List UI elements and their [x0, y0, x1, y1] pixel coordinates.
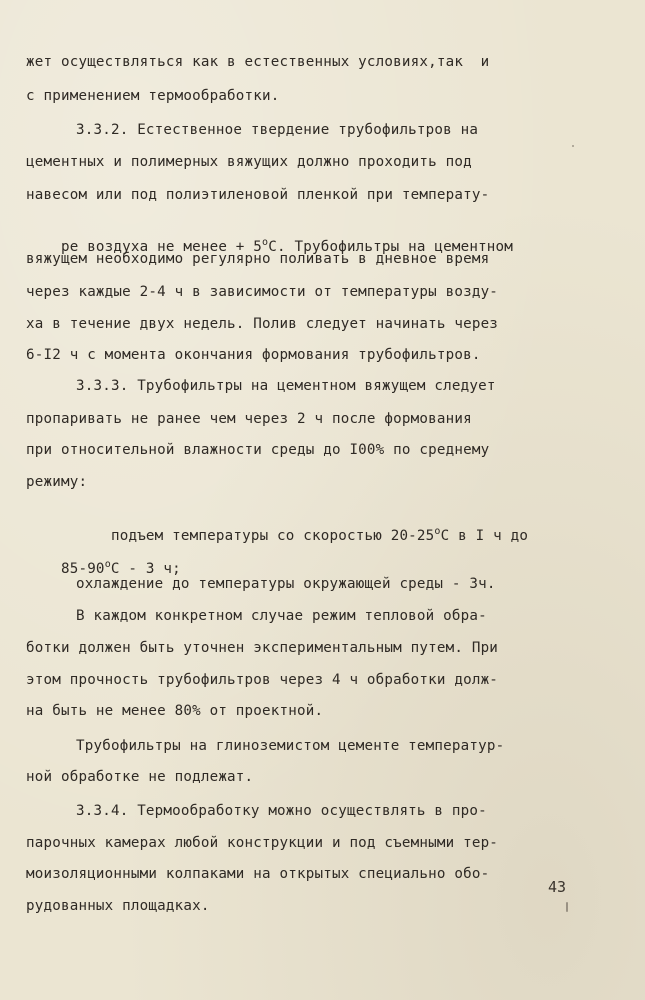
paper-speck	[572, 145, 574, 147]
degree-superscript: о	[104, 559, 111, 570]
text-line: 6-I2 ч с момента окончания формования трубофильтров.	[26, 347, 481, 363]
text-fragment: С - 3 ч;	[110, 561, 181, 577]
text-fragment: ре воздуха не менее + 5	[60, 239, 263, 255]
text-fragment: подъем температуры со скоростью 20-25	[110, 528, 435, 544]
text-line: В каждом конкретном случае режим тепловой обра-	[76, 608, 487, 624]
text-line: с применением термообработки.	[26, 88, 280, 104]
text-fragment: С в I ч до	[440, 528, 529, 544]
text-line: режиму:	[26, 474, 88, 490]
text-line: ха в течение двух недель. Полив следует начинать через	[26, 316, 499, 332]
text-line: 3.3.2. Естественное твердение трубофильтров на	[76, 122, 479, 138]
page-number: 43	[548, 878, 567, 896]
text-fragment: С. Трубофильтры на цементном	[268, 239, 514, 255]
text-line: вяжущем необходимо регулярно поливать в дневное время	[26, 251, 490, 267]
text-line: ной обработке не подлежат.	[26, 769, 254, 785]
text-line: ботки должен быть уточнен экспериментальным путем. При	[26, 640, 499, 656]
degree-superscript: о	[262, 237, 269, 248]
text-line: навесом или под полиэтиленовой пленкой при температу-	[26, 187, 490, 203]
text-fragment: 85-90	[60, 561, 105, 577]
text-line: пропаривать не ранее чем через 2 ч после формования	[26, 411, 472, 427]
text-line: жет осуществляться как в естественных условиях,так и	[26, 54, 490, 70]
text-line: на быть не менее 80% от проектной.	[26, 703, 324, 719]
text-line: цементных и полимерных вяжущих должно проходить под	[26, 154, 472, 170]
text-line: парочных камерах любой конструкции и под съемными тер-	[26, 835, 499, 851]
text-line: через каждые 2-4 ч в зависимости от температуры возду-	[26, 284, 499, 300]
text-line: моизоляционными колпаками на открытых специально обо-	[26, 866, 490, 882]
text-line: 3.3.4. Термообработку можно осуществлять в про-	[76, 803, 487, 819]
text-line: Трубофильтры на глиноземистом цементе температур-	[76, 738, 505, 754]
text-line: при относительной влажности среды до I00% по среднему	[26, 442, 490, 458]
text-line: 3.3.3. Трубофильтры на цементном вяжущем следует	[76, 378, 496, 394]
text-line: этом прочность трубофильтров через 4 ч обработки долж-	[26, 672, 499, 688]
degree-superscript: о	[434, 526, 441, 537]
text-line: охлаждение до температуры окружающей среды - 3ч.	[76, 576, 496, 592]
margin-mark	[566, 902, 568, 912]
text-line: рудованных площадках.	[26, 898, 210, 914]
